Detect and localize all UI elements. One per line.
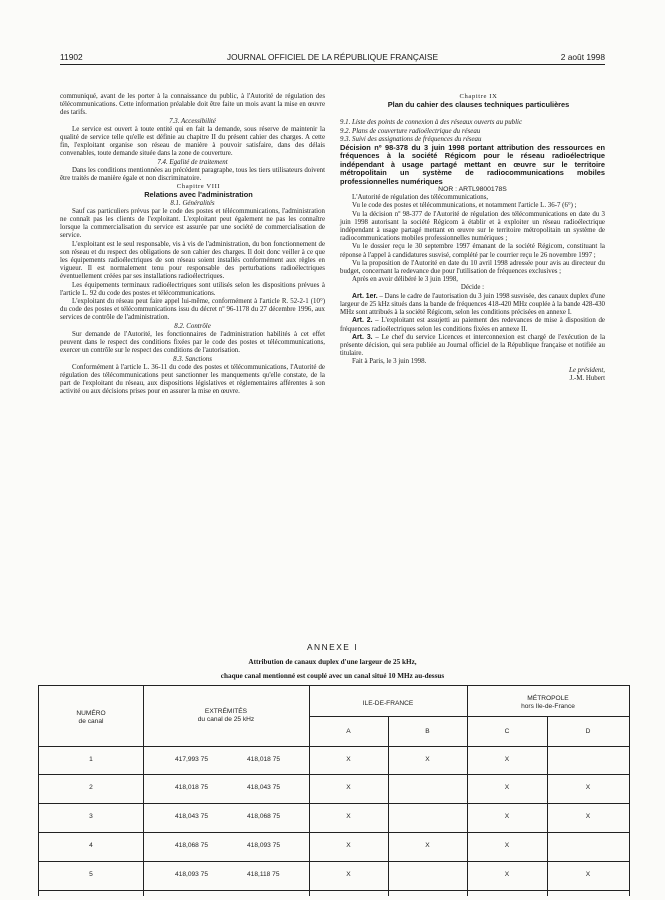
article-1-text: – Dans le cadre de l'autorisation du 3 juin 1998 susvisée, des canaux duplex d'une largeur de 25 kHz situés dans la bande de fréquences 418-420 MHz couplée à la bande 428-430 MHz sont attribués à la société Régicom, selon les conditions précisées en annexe I. — [340, 292, 606, 317]
plan-item-9-3: 9.3. Suivi des assignations de fréquences du réseau — [340, 135, 482, 143]
cell-a: X — [346, 813, 351, 820]
article-1 — [340, 293, 605, 318]
publication-date: 2 août 1998 — [560, 52, 605, 62]
cell-d: X — [585, 784, 591, 791]
header-col-d: D — [585, 728, 591, 735]
annex-subtitle-1: Attribution de canaux duplex d'une largeur de 25 kHz, — [248, 658, 417, 666]
header-extremites: EXTRÉMITÉS — [204, 708, 248, 715]
article-2-text: – L'exploitant est assujetti au paiement des redevances de mise à disposition de fréquences radioélectriques selon les conditions fixées en annexe II. — [340, 317, 605, 333]
right-column — [340, 93, 605, 383]
article-3-text: – Le chef du service Licences et interconnexion est chargé de l'exécution de la présente décision, qui sera publiée au Journal officiel de la République française et notifiée au titulaire. — [340, 333, 606, 358]
table-divider — [388, 716, 389, 896]
table-divider — [39, 746, 629, 747]
section-8-3-text: Conformément à l'article L. 36-11 du code des postes et télécommunications, l'Autorité de régulation des télécommunications peut sanctionner les manquements qu'elle constate, de la part de l'exploitant du réseau, aux dispositions législatives et réglementaires afférentes à son activité ou aux décisions prises pour en assurer la mise en œuvre. — [60, 363, 325, 396]
header-metropole-sub: hors Ile-de-France — [521, 703, 575, 710]
cell-a: X — [346, 871, 351, 878]
cell-d: X — [585, 871, 591, 878]
cell-a: X — [346, 842, 351, 849]
nor-reference: NOR : ARTL9800178S — [438, 186, 507, 194]
cell-numero: 4 — [89, 842, 93, 849]
section-8-1-p4: L'exploitant du réseau peut faire appel lui-même, conformément à l'article R. 52-2-1 (10°) du code des postes et télécommunications issu du décret nº 96-1178 du 27 décembre 1996, aux services de contrôle de l'administration. — [60, 298, 325, 322]
channel-table — [38, 685, 630, 896]
section-8-2-title: 8.2. Contrôle — [174, 322, 211, 330]
cell-high-freq: 418,043 75 — [247, 784, 281, 791]
signer-title: Le président, — [569, 366, 605, 374]
header-extremites-sub: du canal de 25 kHz — [197, 716, 255, 723]
cell-a: X — [346, 756, 351, 763]
header-ile-de-france: ILE-DE-FRANCE — [362, 700, 414, 707]
section-8-2-text: Sur demande de l'Autorité, les fonctionnaires de l'administration habilités à cet effet peuvent dans le respect des conditions fixées par le code des postes et télécommunications, exercer un contrôle sur le respect des conditions de l'autorisation. — [60, 330, 325, 355]
visa-2: Vu le code des postes et télécommunications, et notamment l'article L. 36-7 (6°) ; — [352, 202, 577, 210]
decide-heading: Décide : — [460, 284, 485, 292]
table-divider — [39, 861, 629, 862]
header-numero: NUMÉRO — [76, 710, 106, 717]
section-8-1-p1: Sauf cas particuliers prévus par le code des postes et télécommunications, l'administration ne connaît pas les clients de l'exploitant. L'exploitant peut également ne pas les connaître lorsque la commercialisation du service est assurée par une société de commercialisation de service. — [60, 207, 325, 240]
header-col-b: B — [425, 728, 430, 735]
visa-4: Vu le dossier reçu le 30 septembre 1997 émanant de la société Régicom, constituant la réponse à l'appel à candidatures susvisé, complété par le courrier reçu le 26 novembre 1997 ; — [340, 243, 605, 259]
section-7-3-text: Le service est ouvert à toute entité qui en fait la demande, sous réserve de maintenir la qualité de service telle qu'elle est définie au chapitre II du présent cahier des charges. A cette fin, l'exploitant organise son réseau de manière à pouvoir satisfaire, dans des délais convenables, toute demande située dans la zone de couverture. — [60, 125, 325, 158]
cell-c: X — [504, 784, 510, 791]
table-divider — [547, 716, 548, 896]
cell-numero: 1 — [89, 756, 93, 763]
cell-d: X — [585, 813, 591, 820]
cell-low-freq: 418,068 75 — [175, 842, 209, 849]
table-divider — [39, 774, 629, 775]
annex-subtitle-2: chaque canal mentionné est couplé avec un canal situé 10 MHz au-dessus — [220, 672, 445, 681]
cell-low-freq: 418,043 75 — [175, 813, 209, 820]
visa-6: Après en avoir délibéré le 3 juin 1998, — [352, 276, 459, 284]
header-rule — [60, 64, 605, 65]
annex-title: ANNEXE I — [306, 642, 359, 652]
annex-header — [60, 642, 605, 681]
header-col-a: A — [346, 728, 351, 735]
section-8-1-p2: L'exploitant est le seul responsable, vis à vis de l'administration, du bon fonctionnement de son réseau et du respect des obligations de son cahier des charges. Il doit donc veiller à ce que les équipements radioélectriques de son réseau soient installés conformément aux règles en vigueur. Il est normalement tenu pour responsable des perturbations radioélectriques éventuellement créées par ses installations radioélectriques. — [60, 240, 325, 281]
cell-b: X — [425, 842, 430, 849]
plan-item-9-1: 9.1. Liste des points de connexion à des réseaux ouverts au public — [340, 119, 522, 127]
visa-1: L'Autorité de régulation des télécommunications, — [352, 194, 489, 202]
journal-title: JOURNAL OFFICIEL DE LA RÉPUBLIQUE FRANÇAISE — [226, 52, 439, 62]
cell-a: X — [346, 784, 351, 791]
section-8-3-title: 8.3. Sanctions — [173, 355, 212, 363]
page-number: 11902 — [60, 52, 83, 62]
header-metropole: MÉTROPOLE — [527, 695, 569, 702]
table-divider — [309, 686, 310, 896]
chapter-8-label: Chapitre VIII — [176, 183, 221, 191]
table-divider — [39, 890, 629, 891]
article-1-label: Art. 1er. — [352, 292, 378, 300]
cell-low-freq: 418,018 75 — [175, 784, 209, 791]
section-8-1-p3: Les équipements terminaux radioélectriques sont utilisés selon les dispositions prévues à l'article L. 92 du code des postes et télécommunications. — [60, 281, 325, 297]
chapter-9-title: Plan du cahier des clauses techniques particulières — [387, 100, 570, 110]
left-column — [60, 93, 325, 397]
cell-high-freq: 418,018 75 — [247, 756, 281, 763]
cell-numero: 2 — [89, 784, 93, 791]
chapter-9-label: Chapitre IX — [459, 93, 498, 100]
cell-c: X — [504, 842, 510, 849]
section-8-1-title: 8.1. Généralités — [170, 199, 215, 207]
cell-low-freq: 417,993 75 — [175, 756, 209, 763]
cell-c: X — [504, 871, 510, 878]
cell-c: X — [504, 756, 510, 763]
section-7-3-title: 7.3. Accessibilité — [169, 117, 216, 125]
article-2 — [340, 317, 605, 333]
cell-high-freq: 418,118 75 — [247, 871, 280, 878]
cell-high-freq: 418,068 75 — [247, 813, 281, 820]
visa-3: Vu la décision nº 98-377 de l'Autorité de régulation des télécommunications en date du 3 juin 1998 autorisant la société Régicom à établir et à exploiter un réseau radioélectrique indépendant à usage partagé mettant en œuvre sur le territoire métropolitain un système de radiocommunications mobiles professionnelles numériques ; — [340, 210, 605, 243]
table-divider — [467, 686, 468, 896]
intro-paragraph: communiqué, avant de les porter à la connaissance du public, à l'Autorité de régulation des télécommunications. Cette information préalable doit être faite un mois avant la mise en œuvre des tarifs. — [60, 93, 325, 117]
table-divider — [39, 803, 629, 804]
cell-low-freq: 418,093 75 — [175, 871, 209, 878]
section-7-4-text: Dans les conditions mentionnées au précédent paragraphe, tous les tiers utilisateurs doivent être traités de manière égale et non discriminatoire. — [60, 166, 325, 183]
cell-numero: 5 — [89, 871, 93, 878]
article-3-label: Art. 3. — [352, 333, 373, 341]
cell-c: X — [504, 813, 510, 820]
cell-numero: 3 — [89, 813, 93, 820]
signer-name: J.-M. Hubert — [569, 374, 605, 382]
article-3 — [340, 334, 605, 359]
signature-place-date: Fait à Paris, le 3 juin 1998. — [352, 358, 427, 366]
cell-b: X — [425, 756, 430, 763]
table-divider — [39, 832, 629, 833]
decision-title: Décision nº 98-378 du 3 juin 1998 portant attribution des ressources en fréquences à la société Régicom pour le réseau radioélectrique indépendant à usage partagé mettant en œuvre sur le territoire métropolitain un système de radiocommunications mobiles professionnelles numériques — [340, 143, 605, 186]
table-divider — [309, 716, 629, 717]
visa-5: Vu la proposition de l'Autorité en date du 10 avril 1998 adressée pour avis au directeur du budget, concernant la redevance due pour l'utilisation de fréquences exclusives ; — [340, 259, 605, 276]
section-7-4-title: 7.4. Egalité de traitement — [157, 158, 228, 166]
cell-high-freq: 418,093 75 — [247, 842, 281, 849]
chapter-8-title: Relations avec l'administration — [144, 190, 253, 200]
header-col-c: C — [504, 728, 510, 735]
header-numero-sub: de canal — [78, 718, 104, 725]
plan-item-9-2: 9.2. Plans de couverture radioélectrique du réseau — [340, 127, 481, 135]
article-2-label: Art. 2. — [352, 317, 373, 325]
